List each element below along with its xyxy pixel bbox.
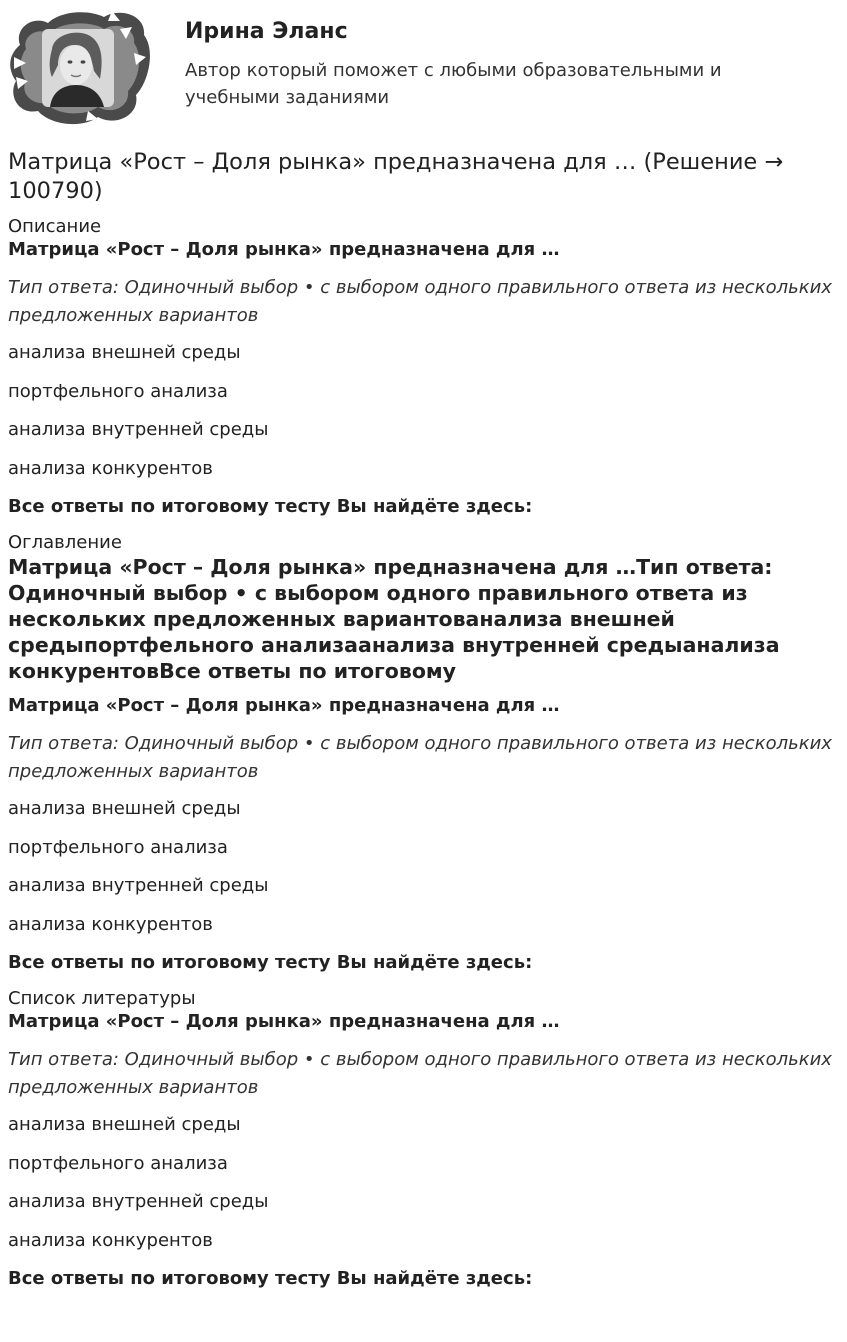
author-avatar — [8, 7, 150, 125]
option-item: анализа конкурентов — [8, 913, 213, 935]
answer-type: Тип ответа: Одиночный выбор • с выбором одного правильного ответа из нескольких предложенных вариантов — [8, 1049, 832, 1098]
option-item: анализа внутренней среды — [8, 419, 269, 440]
option-item: портфельного анализа — [8, 380, 228, 402]
option-item: анализа внешней среды — [8, 798, 241, 819]
author-name[interactable]: Ирина Эланс — [185, 19, 348, 44]
option-item: анализа конкурентов — [8, 1229, 213, 1251]
page-title: Матрица «Рост – Доля рынка» предназначена для … (Решение → 100790) — [8, 149, 784, 204]
description-section — [8, 216, 840, 519]
option-item: анализа внешней среды — [8, 342, 241, 363]
all-answers-text: Все ответы по итоговому тесту Вы найдёте здесь: — [8, 952, 533, 973]
answer-type: Тип ответа: Одиночный выбор • с выбором одного правильного ответа из нескольких предложенных вариантов — [8, 277, 832, 326]
option-item: анализа внешней среды — [8, 1114, 241, 1135]
option-item: анализа внутренней среды — [8, 875, 269, 896]
author-card — [8, 7, 838, 127]
question-title: Матрица «Рост – Доля рынка» предназначена для … — [8, 695, 560, 716]
all-answers-text: Все ответы по итоговому тесту Вы найдёте здесь: — [8, 1268, 533, 1289]
option-item: анализа конкурентов — [8, 457, 213, 479]
literature-section — [8, 988, 840, 1291]
author-description: Автор который поможет с любыми образовательными и учебными заданиями — [185, 60, 722, 108]
all-answers-text: Все ответы по итоговому тесту Вы найдёте здесь: — [8, 496, 533, 517]
option-item: анализа внутренней среды — [8, 1191, 269, 1212]
toc-heading[interactable]: Матрица «Рост – Доля рынка» предназначена для …Тип ответа: Одиночный выбор • с выбором одного правильного ответа из нескольких предложенных вариантованализа внешней средыпортфельного анализаанализа внутренней средыанализа конкурентовВсе ответы по итоговому — [8, 555, 780, 683]
section-label-literature: Список литературы — [8, 988, 196, 1009]
question-title: Матрица «Рост – Доля рынка» предназначена для … — [8, 1011, 560, 1032]
question-title: Матрица «Рост – Доля рынка» предназначена для … — [8, 239, 560, 260]
answer-type: Тип ответа: Одиночный выбор • с выбором одного правильного ответа из нескольких предложенных вариантов — [8, 733, 832, 782]
option-item: портфельного анализа — [8, 1152, 228, 1174]
main-content — [8, 148, 840, 1304]
section-label-description: Описание — [8, 216, 102, 237]
option-item: портфельного анализа — [8, 836, 228, 858]
section-label-toc: Оглавление — [8, 532, 122, 553]
toc-section — [8, 532, 840, 975]
